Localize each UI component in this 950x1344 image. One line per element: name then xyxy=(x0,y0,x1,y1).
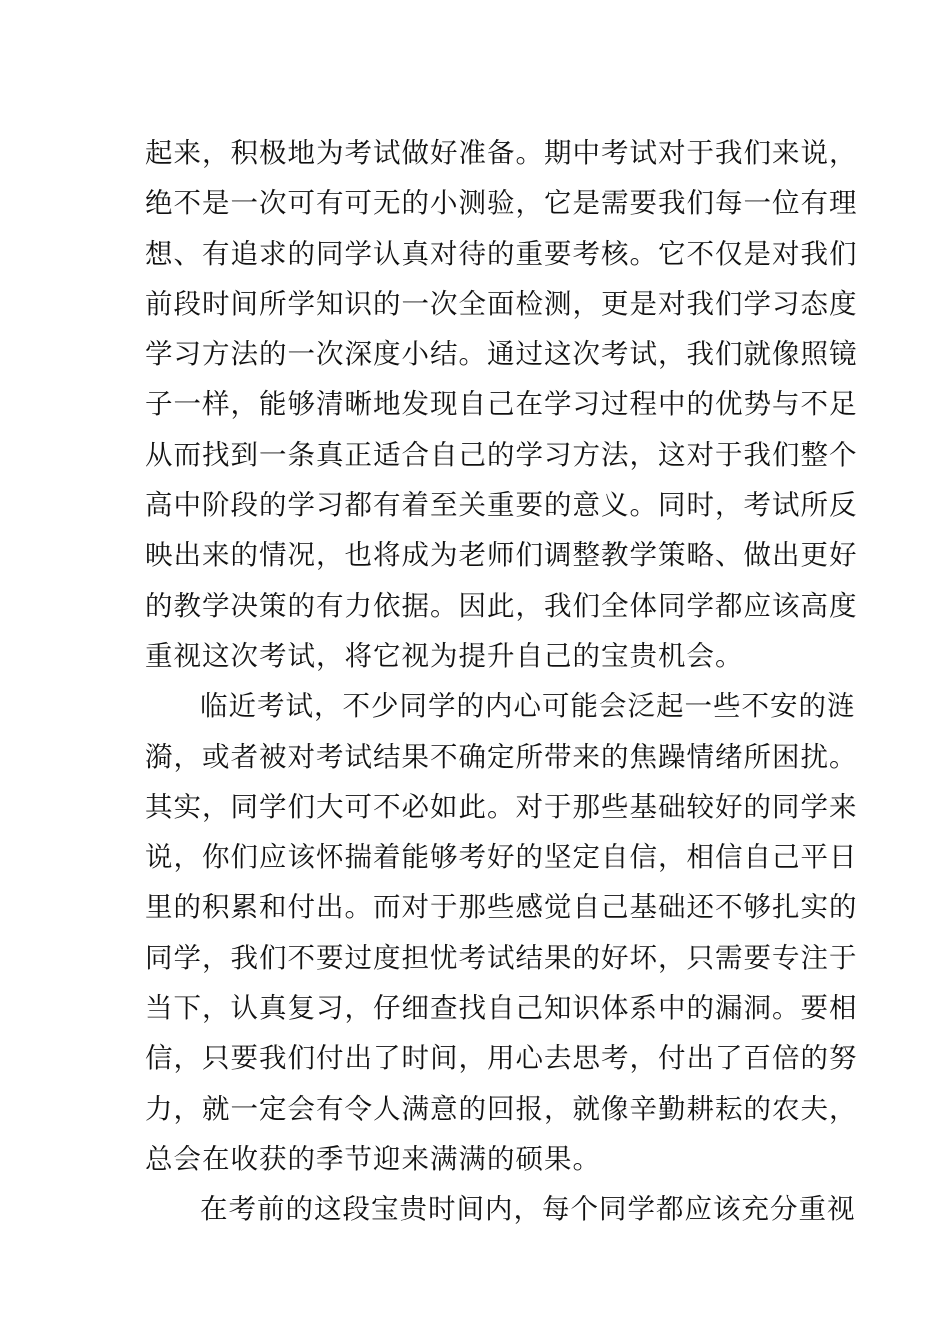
text-line: 高中阶段的学习都有着至关重要的意义。同时，考试所反 xyxy=(145,489,858,522)
paragraph-start-line: 在考前的这段宝贵时间内，每个同学都应该充分重视 xyxy=(200,1193,856,1226)
text-line: 说，你们应该怀揣着能够考好的坚定自信，相信自己平日 xyxy=(145,841,858,874)
text-line: 信，只要我们付出了时间，用心去思考，付出了百倍的努 xyxy=(145,1042,858,1075)
text-line: 想、有追求的同学认真对待的重要考核。它不仅是对我们 xyxy=(145,237,858,270)
text-line: 从而找到一条真正适合自己的学习方法，这对于我们整个 xyxy=(145,438,858,471)
text-line: 学习方法的一次深度小结。通过这次考试，我们就像照镜 xyxy=(145,338,858,371)
text-line: 起来，积极地为考试做好准备。期中考试对于我们来说， xyxy=(145,137,858,169)
text-line: 的教学决策的有力依据。因此，我们全体同学都应该高度 xyxy=(145,589,858,622)
text-line: 同学，我们不要过度担忧考试结果的好坏，只需要专注于 xyxy=(145,941,858,974)
body-text xyxy=(145,128,858,1235)
text-line: 其实，同学们大可不必如此。对于那些基础较好的同学来 xyxy=(145,790,858,823)
text-line: 当下，认真复习，仔细查找自己知识体系中的漏洞。要相 xyxy=(145,992,858,1025)
text-line: 绝不是一次可有可无的小测验，它是需要我们每一位有理 xyxy=(145,187,858,220)
paragraph-start-line: 临近考试，不少同学的内心可能会泛起一些不安的涟 xyxy=(200,690,856,723)
text-line: 漪，或者被对考试结果不确定所带来的焦躁情绪所困扰。 xyxy=(145,740,858,773)
text-line: 映出来的情况，也将成为老师们调整教学策略、做出更好 xyxy=(145,539,858,572)
text-line: 总会在收获的季节迎来满满的硕果。 xyxy=(145,1142,601,1175)
text-line: 里的积累和付出。而对于那些感觉自己基础还不够扎实的 xyxy=(145,891,858,924)
text-line: 力，就一定会有令人满意的回报，就像辛勤耕耘的农夫， xyxy=(145,1092,858,1125)
text-line: 重视这次考试，将它视为提升自己的宝贵机会。 xyxy=(145,639,744,672)
text-line: 子一样，能够清晰地发现自己在学习过程中的优势与不足 xyxy=(145,388,858,421)
text-line: 前段时间所学知识的一次全面检测，更是对我们学习态度 xyxy=(145,287,858,320)
